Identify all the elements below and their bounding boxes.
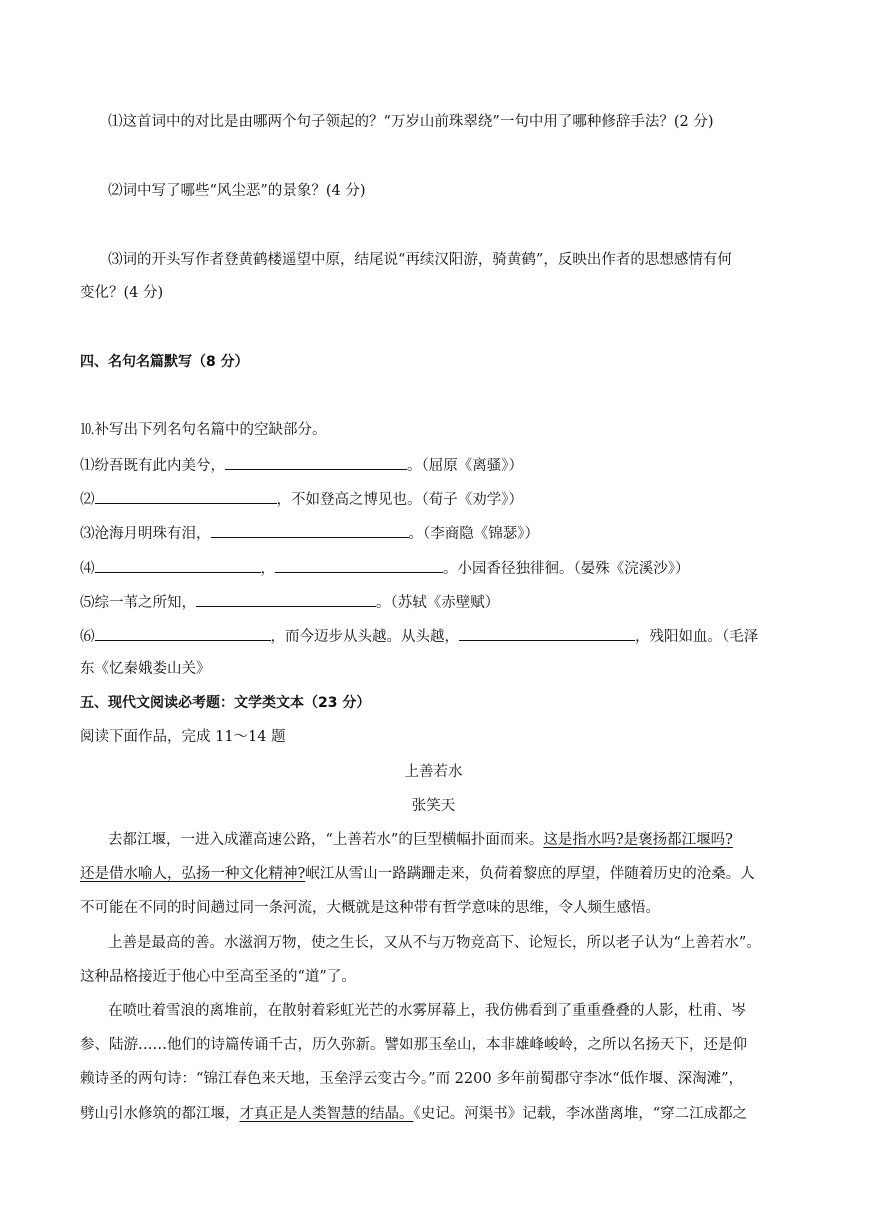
answer-blank[interactable] [95,558,261,573]
answer-blank[interactable] [275,558,443,573]
fill-item-3: ⑶沧海月明珠有泪， 。（李商隐《锦瑟》） [80,523,787,544]
section-4-intro: ⒑补写出下列名句名篇中的空缺部分。 [80,422,327,438]
question-1: ⑴这首词中的对比是由哪两个句子领起的？“万岁山前珠翠绕”一句中用了哪种修辞手法？(2 分) [108,114,714,130]
article-author: 张笑天 [411,798,456,814]
fill-item-6-cont: 东《忆秦娥娄山关》 [80,661,211,677]
paragraph-3-line-3: 赖诗圣的两句诗：“锦江春色来天地，玉垒浮云变古今。”而 2200 多年前蜀郡守李冰“低作堰、深淘滩”， [80,1071,744,1087]
answer-blank[interactable] [95,626,271,641]
paragraph-3-line-1: 在喷吐着雪浪的离堆前，在散射着彩虹光芒的水雾屏幕上，我仿佛看到了重重叠叠的人影，杜甫、岑 [108,1003,746,1019]
fill-item-4: ⑷ ， 。小园香径独徘徊。（晏殊《浣溪沙》） [80,558,787,579]
answer-blank[interactable] [225,455,407,470]
question-2: ⑵词中写了哪些“风尘恶”的景象？(4 分) [108,183,366,199]
paragraph-3-line-4: 劈山引水修筑的都江堰，才真正是人类智慧的结晶。《史记。河渠书》记载，李冰凿离堆，“穿二江成都之 [80,1106,748,1122]
answer-blank[interactable] [196,592,376,607]
fill-item-2: ⑵ ，不如登高之博见也。（荀子《劝学》） [80,489,787,510]
question-3-line-2: 变化？(4 分) [80,285,164,301]
article-title: 上善若水 [404,764,463,780]
question-3-line-1: ⑶词的开头写作者登黄鹤楼遥望中原，结尾说“再续汉阳游，骑黄鹤”，反映出作者的思想感情有何 [108,252,732,268]
paragraph-1-line-1: 去都江堰，一进入成灌高速公路，“上善若水”的巨型横幅扑面而来。这是指水吗?是褒扬都江堰吗? [108,832,733,848]
answer-blank[interactable] [459,626,635,641]
section-4-heading: 四、名句名篇默写（8 分） [80,354,249,370]
paragraph-1-line-3: 不可能在不同的时间趟过同一条河流，大概就是这种带有哲学意味的思维，令人频生感悟。 [80,900,660,916]
answer-blank[interactable] [211,523,409,538]
answer-blank[interactable] [95,489,277,504]
paragraph-2-line-1: 上善是最高的善。水滋润万物，使之生长，又从不与万物竞高下、论短长，所以老子认为“上善若水”。 [108,935,761,951]
fill-item-6: ⑹ ，而今迈步从头越。从头越， ，残阳如血。（毛泽 [80,626,787,647]
fill-item-5: ⑸综一苇之所知， 。（苏轼《赤壁赋） [80,592,787,613]
section-5-intro: 阅读下面作品，完成 11～14 题 [80,729,286,745]
paragraph-2-line-2: 这种品格接近于他心中至高至圣的“道”了。 [80,969,356,985]
section-5-heading: 五、现代文阅读必考题：文学类文本（23 分） [80,695,371,711]
paragraph-1-line-2: 还是借水喻人，弘扬一种文化精神?岷江从雪山一路蹒跚走来，负荷着黎庶的厚望，伴随着历史的沧桑。人 [80,866,755,882]
paragraph-3-line-2: 参、陆游……他们的诗篇传诵千古，历久弥新。譬如那玉垒山，本非雄峰峻岭，之所以名扬天下，还是仰 [80,1037,747,1053]
fill-item-1: ⑴纷吾既有此内美兮， 。（屈原《离骚》） [80,455,787,476]
